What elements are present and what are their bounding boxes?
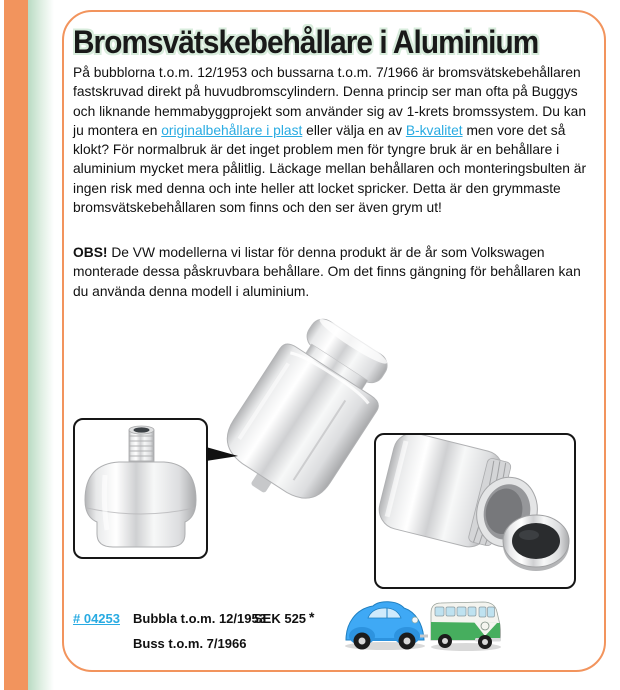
callout-arrow bbox=[206, 446, 240, 462]
intro-text-3: men vore det så klokt? För normalbruk är det inget problem men för tyngre bruk är en behållare i aluminium mycket mera pålitlig. Läckage mellan behållaren och monteringsbulten är ingen risk med denna och inte heller att locket spricker. Detta är den grymmaste bromsvätskebehållaren som finns och den ser även grym ut! bbox=[73, 122, 587, 216]
link-b-quality[interactable]: B-kvalitet bbox=[405, 122, 463, 138]
intro-text-2: eller välja en av bbox=[302, 122, 406, 138]
reservoir-bottom-view-image bbox=[73, 418, 208, 559]
intro-text-1: På bubblorna t.o.m. 12/1953 och bussarna t.o.m. 7/1966 är bromsvätskebehållaren fastskruvad direkt på huvudbromscylindern. Denna princip ser man ofta på Buggys och liknande hemmabyggprojekt som använder sig av 1-krets bromssystem. Du kan ju montera en bbox=[73, 65, 587, 138]
product-model-line2: Buss t.o.m. 7/1966 bbox=[133, 636, 247, 651]
obs-paragraph bbox=[73, 243, 594, 301]
part-number-link[interactable]: # 04253 bbox=[73, 611, 120, 626]
product-model-line1: Bubbla t.o.m. 12/1953 bbox=[133, 611, 266, 626]
obs-text: De VW modellerna vi listar för denna produkt är de år som Volkswagen monterade dessa påskruvbara behållare. Om det finns gängning för behållaren kan du använda denna modell i aluminium. bbox=[73, 245, 581, 299]
product-price: SEK 525 bbox=[254, 611, 307, 626]
price-note-asterisk: * bbox=[309, 609, 315, 625]
link-original-plastic-reservoir[interactable]: originalbehållare i plast bbox=[161, 122, 303, 138]
left-green-gradient-bar bbox=[28, 0, 54, 690]
vw-bus-image bbox=[427, 595, 505, 652]
obs-label: OBS! bbox=[73, 245, 108, 260]
reservoir-open-view-image bbox=[374, 433, 576, 589]
intro-paragraph bbox=[73, 63, 594, 217]
vw-beetle-image bbox=[341, 596, 429, 652]
content-panel bbox=[62, 10, 606, 672]
left-orange-bar bbox=[4, 0, 28, 690]
page-title: Bromsvätskebehållare i Aluminium bbox=[73, 24, 539, 60]
